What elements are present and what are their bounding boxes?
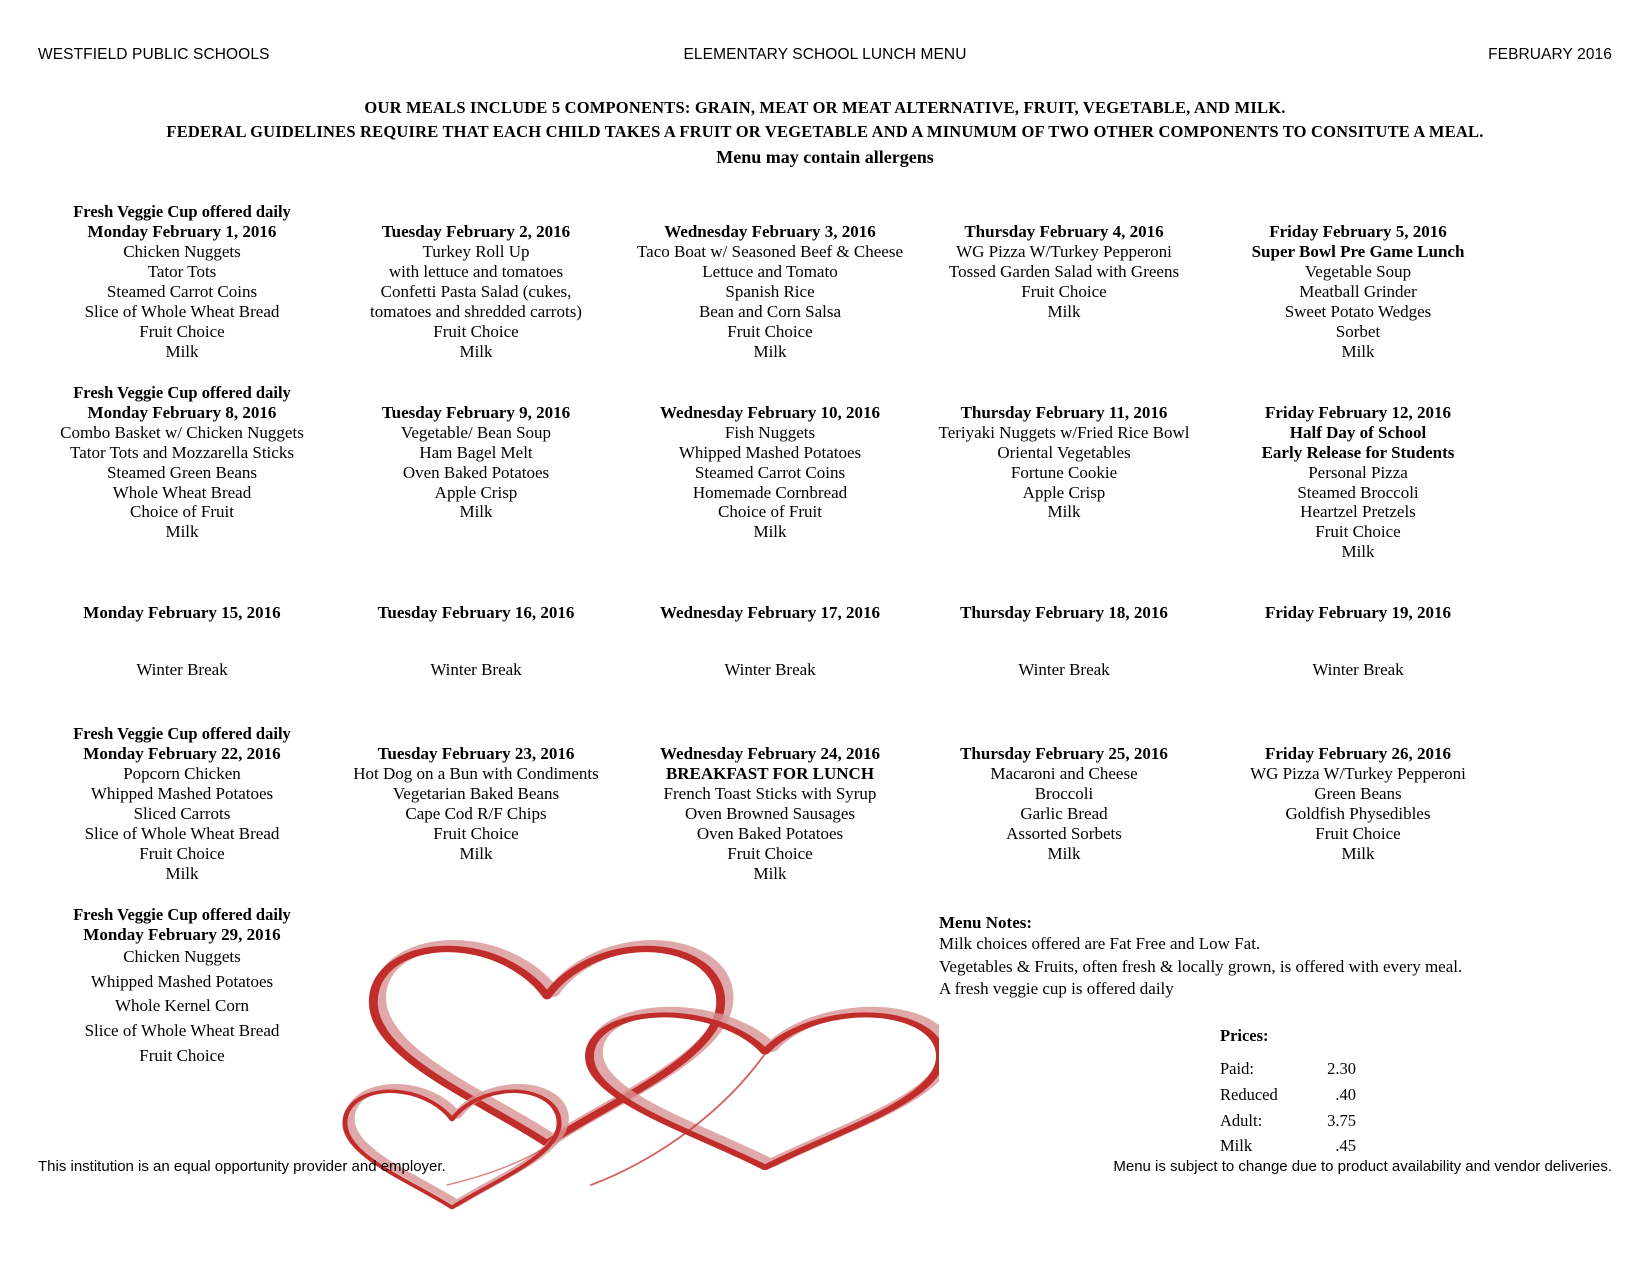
footer-left: This institution is an equal opportunity provider and employer. bbox=[38, 1158, 446, 1175]
menu-item: Turkey Roll Up bbox=[422, 241, 530, 261]
menu-day bbox=[35, 202, 329, 362]
price-value: .45 bbox=[1335, 1136, 1356, 1156]
menu-item: Chicken Nuggets bbox=[123, 947, 241, 967]
menu-item: Milk bbox=[1341, 542, 1375, 562]
menu-item-highlight: Early Release for Students bbox=[1261, 442, 1455, 462]
menu-item: Bean and Corn Salsa bbox=[698, 301, 842, 321]
menu-day bbox=[1211, 202, 1505, 362]
menu-item: Winter Break bbox=[1018, 660, 1110, 680]
menu-item: Whole Kernel Corn bbox=[114, 996, 250, 1016]
veggie-cup-note bbox=[917, 202, 1211, 222]
veggie-cup-note bbox=[623, 583, 917, 603]
menu-item: Green Beans bbox=[1314, 784, 1402, 804]
menu-item: Lettuce and Tomato bbox=[702, 261, 838, 281]
menu-item: Fruit Choice bbox=[1315, 522, 1401, 542]
menu-item: Spanish Rice bbox=[725, 281, 815, 301]
menu-item: Steamed Green Beans bbox=[106, 462, 258, 482]
menu-item: Milk bbox=[753, 522, 787, 542]
day-date: Tuesday February 16, 2016 bbox=[377, 603, 575, 623]
menu-item: Cape Cod R/F Chips bbox=[405, 804, 547, 824]
menu-item: Winter Break bbox=[724, 660, 816, 680]
menu-day bbox=[1211, 724, 1505, 884]
menu-item: with lettuce and tomatoes bbox=[388, 261, 564, 281]
day-date: Friday February 5, 2016 bbox=[1269, 221, 1447, 241]
menu-item: Personal Pizza bbox=[1308, 462, 1408, 482]
day-date: Wednesday February 3, 2016 bbox=[664, 221, 876, 241]
price-label: Milk bbox=[1220, 1136, 1253, 1156]
veggie-cup-note bbox=[1211, 383, 1505, 403]
menu-item: Fruit Choice bbox=[139, 1045, 225, 1065]
menu-item: Oven Baked Potatoes bbox=[402, 462, 550, 482]
menu-item: Slice of Whole Wheat Bread bbox=[84, 1020, 280, 1040]
prices-rows bbox=[1220, 1056, 1650, 1158]
day-date: Friday February 12, 2016 bbox=[1264, 402, 1452, 422]
veggie-cup-note bbox=[329, 724, 623, 744]
menu-item: Slice of Whole Wheat Bread bbox=[84, 301, 280, 321]
menu-item: Oven Browned Sausages bbox=[685, 804, 855, 824]
menu-item: Milk bbox=[1047, 502, 1081, 522]
day-date: Friday February 19, 2016 bbox=[1264, 603, 1452, 623]
menu-item: Fruit Choice bbox=[1021, 281, 1107, 301]
menu-day bbox=[623, 383, 917, 563]
menu-item: Milk bbox=[1047, 301, 1081, 321]
menu-item: Apple Crisp bbox=[434, 482, 518, 502]
menu-item: Whipped Mashed Potatoes bbox=[90, 971, 274, 991]
day-date: Thursday February 18, 2016 bbox=[960, 603, 1168, 623]
weeks-grid bbox=[35, 202, 1505, 884]
menu-item: Apple Crisp bbox=[1022, 482, 1106, 502]
veggie-cup-note: Fresh Veggie Cup offered daily bbox=[73, 382, 291, 402]
menu-item: Whole Wheat Bread bbox=[112, 482, 252, 502]
footer-right: Menu is subject to change due to product availability and vendor deliveries. bbox=[1113, 1158, 1612, 1175]
veggie-cup-note bbox=[1211, 724, 1505, 744]
veggie-cup-note bbox=[623, 383, 917, 403]
menu-item: Heartzel Pretzels bbox=[1300, 502, 1416, 522]
day-date: Monday February 1, 2016 bbox=[87, 221, 277, 241]
menu-item: Tator Tots and Mozzarella Sticks bbox=[70, 442, 294, 462]
menu-item: Fruit Choice bbox=[139, 321, 225, 341]
prices-title: Prices: bbox=[1220, 1026, 1269, 1046]
day-date: Monday February 15, 2016 bbox=[83, 603, 281, 623]
menu-item: Milk bbox=[459, 844, 493, 864]
menu-item: Macaroni and Cheese bbox=[990, 764, 1138, 784]
menu-day bbox=[623, 724, 917, 884]
menu-day bbox=[329, 583, 623, 680]
menu-item: WG Pizza W/Turkey Pepperoni bbox=[1250, 764, 1466, 784]
price-row bbox=[1220, 1133, 1650, 1159]
note-line: Milk choices offered are Fat Free and Low Fat. bbox=[939, 934, 1261, 954]
menu-item-highlight: Super Bowl Pre Game Lunch bbox=[1251, 241, 1465, 261]
price-value: 3.75 bbox=[1327, 1110, 1356, 1130]
allergen-note: Menu may contain allergens bbox=[716, 146, 934, 167]
menu-item: Vegetable/ Bean Soup bbox=[400, 422, 552, 442]
menu-item: Whipped Mashed Potatoes bbox=[678, 442, 862, 462]
page-title: ELEMENTARY SCHOOL LUNCH MENU bbox=[683, 46, 967, 63]
day-date: Monday February 29, 2016 bbox=[83, 925, 281, 945]
price-label: Paid: bbox=[1220, 1059, 1254, 1079]
menu-item: Fruit Choice bbox=[727, 321, 813, 341]
menu-item-highlight: Half Day of School bbox=[1289, 422, 1427, 442]
veggie-cup-note bbox=[1211, 202, 1505, 222]
school-name: WESTFIELD PUBLIC SCHOOLS bbox=[38, 46, 270, 63]
note-line: Vegetables & Fruits, often fresh & locally grown, is offered with every meal. bbox=[939, 956, 1463, 976]
menu-day bbox=[917, 383, 1211, 563]
menu-item: Sorbet bbox=[1335, 321, 1381, 341]
day-date: Thursday February 11, 2016 bbox=[960, 402, 1168, 422]
menu-item: WG Pizza W/Turkey Pepperoni bbox=[956, 241, 1172, 261]
menu-item: Fortune Cookie bbox=[1010, 462, 1118, 482]
menu-item: Meatball Grinder bbox=[1299, 281, 1417, 301]
menu-day bbox=[623, 583, 917, 680]
day-date: Wednesday February 10, 2016 bbox=[659, 402, 881, 422]
menu-item: Ham Bagel Melt bbox=[419, 442, 533, 462]
menu-item-highlight: BREAKFAST FOR LUNCH bbox=[665, 764, 875, 784]
day-date: Tuesday February 23, 2016 bbox=[377, 744, 575, 764]
menu-day bbox=[329, 724, 623, 884]
menu-item: Slice of Whole Wheat Bread bbox=[84, 824, 280, 844]
intro-line-1: OUR MEALS INCLUDE 5 COMPONENTS: GRAIN, MEAT OR MEAT ALTERNATIVE, FRUIT, VEGETABLE, AND MILK. bbox=[364, 98, 1286, 117]
menu-item: Sweet Potato Wedges bbox=[1284, 301, 1432, 321]
day-date: Thursday February 25, 2016 bbox=[960, 744, 1168, 764]
menu-item: Winter Break bbox=[136, 660, 228, 680]
menu-day bbox=[35, 724, 329, 884]
price-row bbox=[1220, 1056, 1650, 1082]
menu-item: Choice of Fruit bbox=[130, 502, 234, 522]
menu-item: Popcorn Chicken bbox=[123, 764, 241, 784]
menu-day bbox=[917, 724, 1211, 884]
menu-item: Tator Tots bbox=[147, 261, 217, 281]
week-row bbox=[35, 724, 1505, 884]
menu-item: Milk bbox=[459, 341, 493, 361]
menu-item: Broccoli bbox=[1034, 784, 1094, 804]
menu-month: FEBRUARY 2016 bbox=[1488, 46, 1612, 63]
menu-day bbox=[917, 583, 1211, 680]
menu-item: Vegetable Soup bbox=[1304, 261, 1412, 281]
week-row bbox=[35, 583, 1505, 680]
day-date: Tuesday February 9, 2016 bbox=[381, 402, 571, 422]
menu-day bbox=[35, 583, 329, 680]
page-footer bbox=[38, 1158, 1612, 1175]
menu-day bbox=[35, 905, 329, 1068]
menu-item: Milk bbox=[753, 341, 787, 361]
note-line: A fresh veggie cup is offered daily bbox=[939, 978, 1174, 998]
menu-notes-title: Menu Notes: bbox=[939, 913, 1033, 933]
intro-block bbox=[0, 96, 1650, 168]
week-row bbox=[35, 202, 1505, 362]
menu-item: Fruit Choice bbox=[433, 824, 519, 844]
price-row bbox=[1220, 1082, 1650, 1108]
menu-item: Taco Boat w/ Seasoned Beef & Cheese bbox=[636, 241, 903, 261]
menu-day bbox=[917, 202, 1211, 362]
menu-item: Winter Break bbox=[430, 660, 522, 680]
menu-item: Vegetarian Baked Beans bbox=[392, 784, 560, 804]
menu-item: Fruit Choice bbox=[727, 844, 813, 864]
menu-item: Whipped Mashed Potatoes bbox=[90, 784, 274, 804]
veggie-cup-note bbox=[1211, 583, 1505, 603]
prices-block bbox=[1220, 1026, 1650, 1158]
menu-item: Assorted Sorbets bbox=[1006, 824, 1122, 844]
menu-item: Homemade Cornbread bbox=[692, 482, 848, 502]
veggie-cup-note bbox=[623, 202, 917, 222]
day-date: Wednesday February 24, 2016 bbox=[659, 744, 881, 764]
veggie-cup-note bbox=[35, 583, 329, 603]
day-date: Thursday February 4, 2016 bbox=[964, 221, 1164, 241]
veggie-cup-note: Fresh Veggie Cup offered daily bbox=[73, 201, 291, 221]
menu-day bbox=[329, 383, 623, 563]
veggie-cup-note bbox=[917, 583, 1211, 603]
price-label: Reduced bbox=[1220, 1084, 1278, 1104]
menu-item: Teriyaki Nuggets w/Fried Rice Bowl bbox=[938, 422, 1190, 442]
menu-item: Milk bbox=[1341, 341, 1375, 361]
menu-item: Milk bbox=[165, 522, 199, 542]
day-date: Wednesday February 17, 2016 bbox=[659, 603, 881, 623]
veggie-cup-note bbox=[329, 583, 623, 603]
menu-item: Winter Break bbox=[1312, 660, 1404, 680]
menu-item: Goldfish Physedibles bbox=[1285, 804, 1431, 824]
menu-day bbox=[35, 383, 329, 563]
menu-item: Steamed Broccoli bbox=[1297, 482, 1419, 502]
menu-item: Fruit Choice bbox=[139, 844, 225, 864]
day-date: Friday February 26, 2016 bbox=[1264, 744, 1452, 764]
menu-day bbox=[1211, 383, 1505, 563]
menu-item: Steamed Carrot Coins bbox=[106, 281, 258, 301]
menu-item: Garlic Bread bbox=[1020, 804, 1108, 824]
veggie-cup-note bbox=[623, 724, 917, 744]
veggie-cup-note bbox=[917, 383, 1211, 403]
menu-notes-lines bbox=[939, 933, 1650, 1000]
menu-item: Steamed Carrot Coins bbox=[694, 462, 846, 482]
menu-item: French Toast Sticks with Syrup bbox=[663, 784, 877, 804]
day-date: Monday February 8, 2016 bbox=[87, 402, 277, 422]
veggie-cup-note: Fresh Veggie Cup offered daily bbox=[73, 905, 291, 925]
menu-item: Milk bbox=[1047, 844, 1081, 864]
menu-item: tomatoes and shredded carrots) bbox=[370, 301, 582, 321]
menu-item: Milk bbox=[165, 341, 199, 361]
menu-day bbox=[1211, 583, 1505, 680]
veggie-cup-note bbox=[917, 724, 1211, 744]
menu-item: Hot Dog on a Bun with Condiments bbox=[353, 764, 599, 784]
veggie-cup-note bbox=[329, 202, 623, 222]
menu-day bbox=[329, 202, 623, 362]
menu-item: Chicken Nuggets bbox=[123, 241, 241, 261]
menu-item: Oriental Vegetables bbox=[997, 442, 1131, 462]
menu-item: Choice of Fruit bbox=[718, 502, 822, 522]
price-value: .40 bbox=[1335, 1084, 1356, 1104]
menu-item: Fruit Choice bbox=[433, 321, 519, 341]
menu-item: Milk bbox=[165, 864, 199, 884]
top-header bbox=[0, 0, 1650, 64]
menu-item: Milk bbox=[1341, 844, 1375, 864]
price-label: Adult: bbox=[1220, 1110, 1263, 1130]
day-date: Monday February 22, 2016 bbox=[83, 744, 281, 764]
menu-item: Combo Basket w/ Chicken Nuggets bbox=[60, 422, 304, 442]
menu-item: Oven Baked Potatoes bbox=[696, 824, 844, 844]
menu-item: Tossed Garden Salad with Greens bbox=[948, 261, 1180, 281]
menu-item: Fruit Choice bbox=[1315, 824, 1401, 844]
menu-day bbox=[623, 202, 917, 362]
day-date: Tuesday February 2, 2016 bbox=[381, 221, 571, 241]
menu-item: Confetti Pasta Salad (cukes, bbox=[380, 281, 572, 301]
veggie-cup-note: Fresh Veggie Cup offered daily bbox=[73, 724, 291, 744]
menu-item: Milk bbox=[459, 502, 493, 522]
price-row bbox=[1220, 1108, 1650, 1134]
intro-line-2: FEDERAL GUIDELINES REQUIRE THAT EACH CHILD TAKES A FRUIT OR VEGETABLE AND A MINUMUM OF TWO OTHER COMPONENTS TO CONSITUTE A MEAL. bbox=[166, 121, 1484, 141]
menu-item: Sliced Carrots bbox=[133, 804, 231, 824]
menu-item: Fish Nuggets bbox=[724, 422, 816, 442]
veggie-cup-note bbox=[329, 383, 623, 403]
week-row bbox=[35, 383, 1505, 563]
menu-item: Milk bbox=[753, 864, 787, 884]
price-value: 2.30 bbox=[1327, 1059, 1356, 1079]
